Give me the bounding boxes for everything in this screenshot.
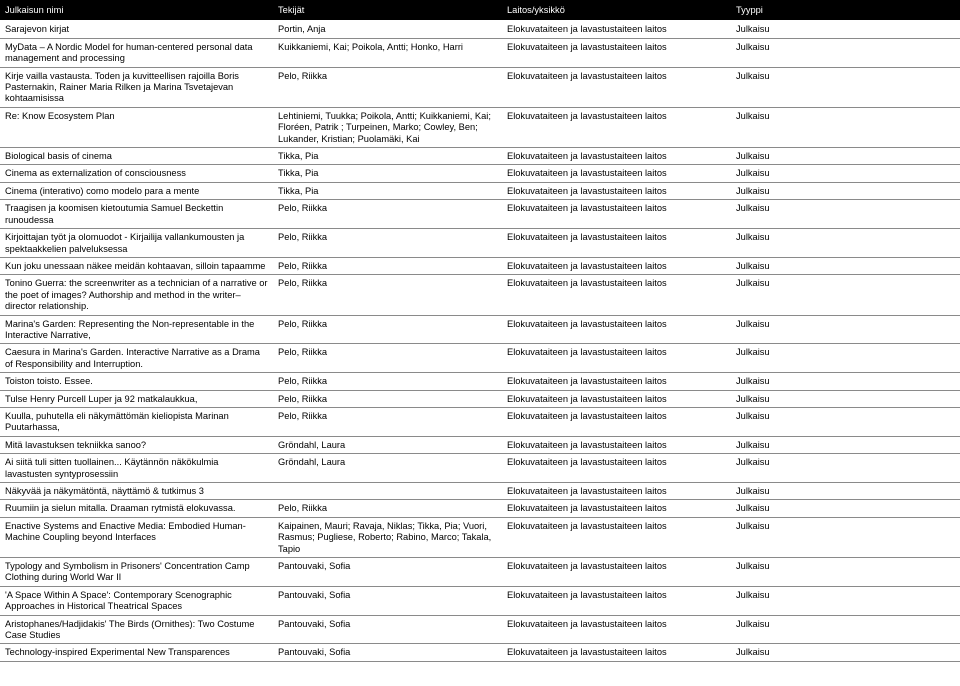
publication-title: Enactive Systems and Enactive Media: Embodied Human-Machine Coupling beyond Interfaces bbox=[0, 517, 273, 557]
publication-authors: Tikka, Pia bbox=[273, 148, 502, 165]
publication-title: Caesura in Marina's Garden. Interactive Narrative as a Drama of Responsibility and Interruption. bbox=[0, 344, 273, 373]
publication-type: Julkaisu bbox=[731, 107, 960, 147]
table-row bbox=[0, 182, 960, 199]
publication-title: Technology-inspired Experimental New Transparences bbox=[0, 644, 273, 661]
publication-title: Toiston toisto. Essee. bbox=[0, 373, 273, 390]
table-row bbox=[0, 390, 960, 407]
publication-unit: Elokuvataiteen ja lavastustaiteen laitos bbox=[502, 275, 731, 315]
publication-unit: Elokuvataiteen ja lavastustaiteen laitos bbox=[502, 257, 731, 274]
publication-unit: Elokuvataiteen ja lavastustaiteen laitos bbox=[502, 315, 731, 344]
table-row bbox=[0, 436, 960, 453]
table-row bbox=[0, 165, 960, 182]
table-row bbox=[0, 38, 960, 67]
publication-title: Kun joku unessaan näkee meidän kohtaavan, silloin tapaamme bbox=[0, 257, 273, 274]
publication-type: Julkaisu bbox=[731, 165, 960, 182]
column-header-unit: Laitos/yksikkö bbox=[502, 0, 731, 20]
publication-authors: Pelo, Riikka bbox=[273, 229, 502, 258]
publication-title: Kuulla, puhutella eli näkymättömän kieliopista Marinan Puutarhassa, bbox=[0, 407, 273, 436]
publication-unit: Elokuvataiteen ja lavastustaiteen laitos bbox=[502, 38, 731, 67]
table-row bbox=[0, 517, 960, 557]
publication-title: MyData – A Nordic Model for human-centered personal data management and processing bbox=[0, 38, 273, 67]
publication-title: Näkyvää ja näkymätöntä, näyttämö & tutkimus 3 bbox=[0, 483, 273, 500]
publication-title: Cinema (interativo) como modelo para a mente bbox=[0, 182, 273, 199]
publication-type: Julkaisu bbox=[731, 182, 960, 199]
publication-unit: Elokuvataiteen ja lavastustaiteen laitos bbox=[502, 407, 731, 436]
publication-authors: Gröndahl, Laura bbox=[273, 454, 502, 483]
publication-authors: Pelo, Riikka bbox=[273, 315, 502, 344]
publication-type: Julkaisu bbox=[731, 558, 960, 587]
publication-unit: Elokuvataiteen ja lavastustaiteen laitos bbox=[502, 483, 731, 500]
publication-authors: Pelo, Riikka bbox=[273, 257, 502, 274]
publication-authors: Lehtiniemi, Tuukka; Poikola, Antti; Kuikkaniemi, Kai; Floréen, Patrik ; Turpeinen, Marko; Cowley, Ben; Lukander, Kristian; Puolamäki, Kai bbox=[273, 107, 502, 147]
publication-authors: Kaipainen, Mauri; Ravaja, Niklas; Tikka, Pia; Vuori, Rasmus; Pugliese, Roberto; Rabino, Marco; Takala, Tapio bbox=[273, 517, 502, 557]
publication-unit: Elokuvataiteen ja lavastustaiteen laitos bbox=[502, 182, 731, 199]
table-row bbox=[0, 483, 960, 500]
publication-unit: Elokuvataiteen ja lavastustaiteen laitos bbox=[502, 20, 731, 38]
publication-type: Julkaisu bbox=[731, 38, 960, 67]
publication-title: Aristophanes/Hadjidakis' The Birds (Ornithes): Two Costume Case Studies bbox=[0, 615, 273, 644]
table-row bbox=[0, 454, 960, 483]
publication-title: Cinema as externalization of consciousness bbox=[0, 165, 273, 182]
publication-unit: Elokuvataiteen ja lavastustaiteen laitos bbox=[502, 373, 731, 390]
publication-unit: Elokuvataiteen ja lavastustaiteen laitos bbox=[502, 107, 731, 147]
publication-unit: Elokuvataiteen ja lavastustaiteen laitos bbox=[502, 517, 731, 557]
column-header-type: Tyyppi bbox=[731, 0, 960, 20]
publication-authors: Pelo, Riikka bbox=[273, 407, 502, 436]
table-row bbox=[0, 20, 960, 38]
publication-title: Ai siitä tuli sitten tuollainen... Käytännön näkökulmia lavastusten syntyprosessiin bbox=[0, 454, 273, 483]
publication-unit: Elokuvataiteen ja lavastustaiteen laitos bbox=[502, 165, 731, 182]
publication-title: Marina's Garden: Representing the Non-representable in the Interactive Narrative, bbox=[0, 315, 273, 344]
publication-authors: Gröndahl, Laura bbox=[273, 436, 502, 453]
table-row bbox=[0, 558, 960, 587]
table-row bbox=[0, 644, 960, 661]
table-row bbox=[0, 344, 960, 373]
publication-unit: Elokuvataiteen ja lavastustaiteen laitos bbox=[502, 558, 731, 587]
publication-authors: Pelo, Riikka bbox=[273, 67, 502, 107]
publication-authors: Pantouvaki, Sofia bbox=[273, 644, 502, 661]
publication-unit: Elokuvataiteen ja lavastustaiteen laitos bbox=[502, 67, 731, 107]
publication-type: Julkaisu bbox=[731, 20, 960, 38]
publication-unit: Elokuvataiteen ja lavastustaiteen laitos bbox=[502, 436, 731, 453]
table-row bbox=[0, 500, 960, 517]
publication-title: 'A Space Within A Space': Contemporary Scenographic Approaches in Historical Theatrical Spaces bbox=[0, 586, 273, 615]
publication-authors: Pelo, Riikka bbox=[273, 373, 502, 390]
publication-authors: Tikka, Pia bbox=[273, 165, 502, 182]
publication-type: Julkaisu bbox=[731, 344, 960, 373]
publication-type: Julkaisu bbox=[731, 500, 960, 517]
publication-type: Julkaisu bbox=[731, 517, 960, 557]
publication-title: Kirjoittajan työt ja olomuodot - Kirjailija vallankumousten ja spektaakkelien palveluksessa bbox=[0, 229, 273, 258]
table-row bbox=[0, 373, 960, 390]
publication-unit: Elokuvataiteen ja lavastustaiteen laitos bbox=[502, 500, 731, 517]
publication-type: Julkaisu bbox=[731, 257, 960, 274]
publication-unit: Elokuvataiteen ja lavastustaiteen laitos bbox=[502, 148, 731, 165]
column-header-authors: Tekijät bbox=[273, 0, 502, 20]
publication-title: Traagisen ja koomisen kietoutumia Samuel Beckettin runoudessa bbox=[0, 200, 273, 229]
publication-title: Ruumiin ja sielun mitalla. Draaman rytmistä elokuvassa. bbox=[0, 500, 273, 517]
publication-type: Julkaisu bbox=[731, 644, 960, 661]
publication-title: Tulse Henry Purcell Luper ja 92 matkalaukkua, bbox=[0, 390, 273, 407]
publication-authors: Pantouvaki, Sofia bbox=[273, 558, 502, 587]
publication-type: Julkaisu bbox=[731, 315, 960, 344]
publication-type: Julkaisu bbox=[731, 586, 960, 615]
table-row bbox=[0, 107, 960, 147]
publication-title: Biological basis of cinema bbox=[0, 148, 273, 165]
publication-unit: Elokuvataiteen ja lavastustaiteen laitos bbox=[502, 344, 731, 373]
publication-title: Mitä lavastuksen tekniikka sanoo? bbox=[0, 436, 273, 453]
publication-unit: Elokuvataiteen ja lavastustaiteen laitos bbox=[502, 586, 731, 615]
table-body bbox=[0, 20, 960, 661]
table-row bbox=[0, 615, 960, 644]
publication-type: Julkaisu bbox=[731, 454, 960, 483]
publication-authors: Pelo, Riikka bbox=[273, 500, 502, 517]
publication-authors: Portin, Anja bbox=[273, 20, 502, 38]
publication-type: Julkaisu bbox=[731, 229, 960, 258]
table-row bbox=[0, 275, 960, 315]
publication-title: Typology and Symbolism in Prisoners' Concentration Camp Clothing during World War II bbox=[0, 558, 273, 587]
publication-authors: Kuikkaniemi, Kai; Poikola, Antti; Honko, Harri bbox=[273, 38, 502, 67]
publication-authors: Tikka, Pia bbox=[273, 182, 502, 199]
table-row bbox=[0, 315, 960, 344]
table-row bbox=[0, 67, 960, 107]
publication-title: Tonino Guerra: the screenwriter as a technician of a narrative or the poet of images? Authorship and method in the writer–director relationship. bbox=[0, 275, 273, 315]
table-row bbox=[0, 229, 960, 258]
publication-type: Julkaisu bbox=[731, 67, 960, 107]
table-header-row bbox=[0, 0, 960, 20]
publication-unit: Elokuvataiteen ja lavastustaiteen laitos bbox=[502, 615, 731, 644]
publication-authors: Pelo, Riikka bbox=[273, 344, 502, 373]
publication-authors: Pantouvaki, Sofia bbox=[273, 615, 502, 644]
table-row bbox=[0, 200, 960, 229]
publication-unit: Elokuvataiteen ja lavastustaiteen laitos bbox=[502, 229, 731, 258]
publication-type: Julkaisu bbox=[731, 407, 960, 436]
publication-authors: Pelo, Riikka bbox=[273, 390, 502, 407]
publication-authors bbox=[273, 483, 502, 500]
publication-type: Julkaisu bbox=[731, 436, 960, 453]
publication-type: Julkaisu bbox=[731, 615, 960, 644]
publication-title: Re: Know Ecosystem Plan bbox=[0, 107, 273, 147]
table-row bbox=[0, 148, 960, 165]
publication-authors: Pelo, Riikka bbox=[273, 275, 502, 315]
table-row bbox=[0, 257, 960, 274]
publication-type: Julkaisu bbox=[731, 275, 960, 315]
publication-title: Kirje vailla vastausta. Toden ja kuvitteellisen rajoilla Boris Pasternakin, Rainer Maria Rilken ja Marina Tsvetajevan kohtaamisissa bbox=[0, 67, 273, 107]
publication-authors: Pelo, Riikka bbox=[273, 200, 502, 229]
publication-type: Julkaisu bbox=[731, 390, 960, 407]
publication-unit: Elokuvataiteen ja lavastustaiteen laitos bbox=[502, 644, 731, 661]
column-header-title: Julkaisun nimi bbox=[0, 0, 273, 20]
publication-authors: Pantouvaki, Sofia bbox=[273, 586, 502, 615]
table-row bbox=[0, 407, 960, 436]
publication-unit: Elokuvataiteen ja lavastustaiteen laitos bbox=[502, 390, 731, 407]
publication-type: Julkaisu bbox=[731, 483, 960, 500]
table-row bbox=[0, 586, 960, 615]
publication-type: Julkaisu bbox=[731, 200, 960, 229]
publication-title: Sarajevon kirjat bbox=[0, 20, 273, 38]
publication-type: Julkaisu bbox=[731, 148, 960, 165]
publication-unit: Elokuvataiteen ja lavastustaiteen laitos bbox=[502, 454, 731, 483]
publication-type: Julkaisu bbox=[731, 373, 960, 390]
publication-unit: Elokuvataiteen ja lavastustaiteen laitos bbox=[502, 200, 731, 229]
